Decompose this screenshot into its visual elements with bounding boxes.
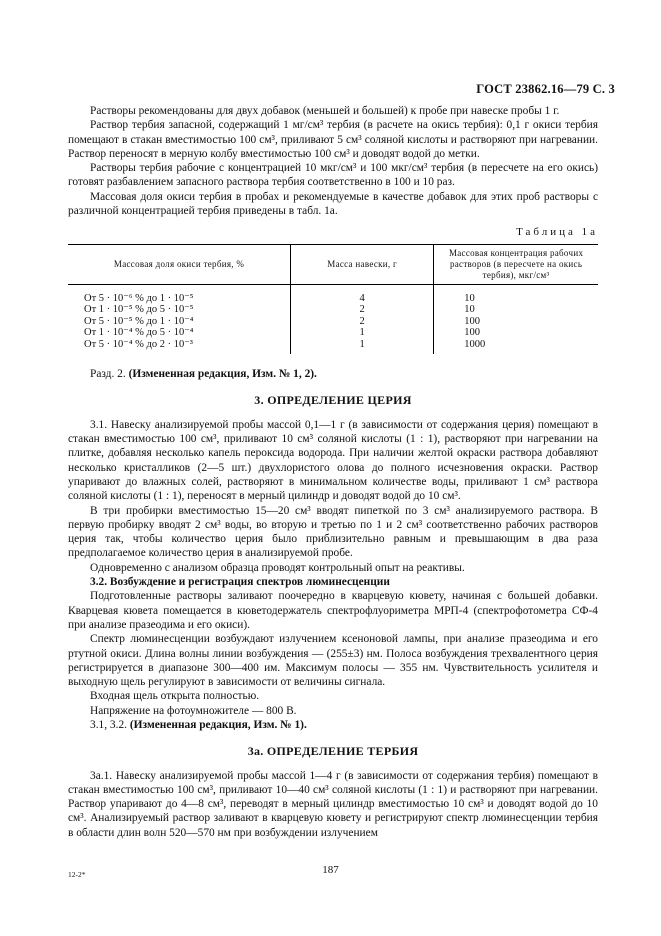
paragraph: Растворы тербия рабочие с концентрацией 10 мкг/см³ и 100 мкг/см³ тербия (в пересчете на его окись) готовят разбавлением запасного раствора тербия соответственно в 100 и 10 раз. xyxy=(68,162,598,189)
table-1a xyxy=(68,244,598,355)
cell-sample-mass: 1 xyxy=(291,327,434,339)
paragraph: В три пробирки вместимостью 15—20 см³ вводят пипеткой по 3 см³ анализируемого раствора. В первую пробирку вводят 2 см³ воды, во вторую и третью по 1 и 2 см³ соответственно рабочих растворов церия так, чтобы количество церия было приблизительно равным и превышающим в два раза предполагаемое количество церия в анализируемой пробе. xyxy=(68,504,598,560)
cell-mass-fraction: От 5 · 10⁻⁶ % до 1 · 10⁻⁵ xyxy=(84,292,194,304)
cell-mass-fraction: От 5 · 10⁻⁴ % до 2 · 10⁻³ xyxy=(84,338,193,350)
document-body xyxy=(68,104,598,840)
revision-note-bold: (Измененная редакция, Изм. № 1). xyxy=(129,719,307,731)
section-3a-title: 3а. ОПРЕДЕЛЕНИЕ ТЕРБИЯ xyxy=(247,744,419,759)
paragraph: Подготовленные растворы заливают поочередно в кварцевую кювету, начиная с большей добавки. Кварцевая кювета помещается в кюветодержатель спектрофлуориметра МРП-4 (спектрофотометра СФ-4 при анализе празеодима и его окиси). xyxy=(68,590,598,631)
paragraph: Раствор тербия запасной, содержащий 1 мг/см³ тербия (в расчете на окись тербия): 0,1 г окиси тербия помещают в стакан вместимостью 100 см³, приливают 5 см³ соляной кислоты и растворяют при нагревании. Раствор переносят в мерную колбу вместимостью 100 см³ и доводят водой до метки. xyxy=(68,119,598,160)
subsection-heading: 3.2. Возбуждение и регистрация спектров люминесценции xyxy=(90,576,390,589)
paragraph: Массовая доля окиси тербия в пробах и рекомендуемые в качестве добавок для этих проб растворы с различной концентрацией тербия приведены в табл. 1а. xyxy=(68,190,598,218)
section-3-title: 3. ОПРЕДЕЛЕНИЕ ЦЕРИЯ xyxy=(254,393,412,408)
cell-mass-fraction: От 1 · 10⁻⁴ % до 5 · 10⁻⁴ xyxy=(84,327,194,339)
table-caption: Таблица 1а xyxy=(516,226,598,239)
cell-concentration: 1000 xyxy=(434,339,598,355)
cell-concentration: 10 xyxy=(434,304,598,316)
paragraph: Спектр люминесценции возбуждают излучением ксеноновой лампы, при анализе празеодима и его ртутной окиси. Длина волны линии возбуждения — (255±3) нм. Полоса возбуждения трехвалентного церия регистрируется в диапазоне 300—400 им. Максимум полосы — 355 нм. Чувствительность усилителя и выходную щель регулируют в зависимости от величины сигнала. xyxy=(68,633,598,689)
paragraph: Входная щель открыта полностью. xyxy=(90,690,260,703)
table-row xyxy=(68,304,598,316)
cell-sample-mass: 2 xyxy=(291,304,434,316)
paragraph: 3а.1. Навеску анализируемой пробы массой 1—4 г (в зависимости от содержания тербия) помещают в стакан вместимостью 100 см³, приливают 10—40 см³ соляной кислоты (1 : 1) и растворяют при нагревании. Раствор упаривают до 4—8 см³, переводят в мерный цилиндр вместимостью 10 см³ и доводят водой до 10 см³. Анализируемый раствор заливают в кварцевую кювету и регистрируют спектр люминесценции тербия в области длин волн 520—570 нм при возбуждении излучением xyxy=(68,769,598,839)
footer-mark: 12-2* xyxy=(68,870,86,879)
cell-concentration: 100 xyxy=(434,316,598,328)
paragraph: 3.1. Навеску анализируемой пробы массой 0,1—1 г (в зависимости от содержания церия) помещают в стакан вместимостью 100 см³, приливают 10 см³ соляной кислоты (1 : 1), растворяют при нагревании на плитке, добавляя несколько капель пероксида водорода. При наличии желтой окраски раствора добавляют несколько кристалликов (2—5 шт.) двухлористого олова до полного исчезновения окраски. Раствор упаривают до влажных солей, растворяют в минимальном количестве воды, приливают 1 см³ раствора соляной кислоты (1 : 1), переносят в мерный цилиндр и доводят водой до 10 см³. xyxy=(68,418,598,503)
paragraph: Одновременно с анализом образца проводят контрольный опыт на реактивы. xyxy=(90,561,465,574)
paragraph: Растворы рекомендованы для двух добавок (меньшей и большей) к пробе при навеске пробы 1 г. xyxy=(90,105,560,117)
cell-mass-fraction: От 1 · 10⁻⁵ % до 5 · 10⁻⁵ xyxy=(84,304,194,316)
column-header-mass-fraction: Массовая доля окиси тербия, % xyxy=(68,244,291,284)
column-header-sample-mass: Масса навески, г xyxy=(291,244,434,284)
cell-concentration: 10 xyxy=(434,284,598,304)
cell-sample-mass: 4 xyxy=(291,284,434,304)
cell-concentration: 100 xyxy=(434,327,598,339)
table-row xyxy=(68,327,598,339)
table-row xyxy=(68,316,598,328)
page-number: 187 xyxy=(322,864,339,876)
table-row xyxy=(68,339,598,355)
column-header-concentration: Массовая концентрация рабочих растворов (в пересчете на окись тербия), мкг/см³ xyxy=(434,244,598,284)
page-header: ГОСТ 23862.16—79 С. 3 xyxy=(476,82,615,96)
revision-note-prefix: 3.1, 3.2. xyxy=(90,719,130,731)
revision-note xyxy=(68,718,598,732)
cell-mass-fraction: От 5 · 10⁻⁵ % до 1 · 10⁻⁴ xyxy=(84,315,194,327)
revision-note-prefix: Разд. 2. xyxy=(90,368,129,381)
cell-sample-mass: 2 xyxy=(291,316,434,328)
cell-sample-mass: 1 xyxy=(291,339,434,355)
revision-note-bold: (Измененная редакция, Изм. № 1, 2). xyxy=(128,368,317,381)
table-row xyxy=(68,284,598,304)
table-header-row xyxy=(68,244,598,284)
revision-note xyxy=(68,367,598,381)
paragraph: Напряжение на фотоумножителе — 800 В. xyxy=(90,704,297,717)
